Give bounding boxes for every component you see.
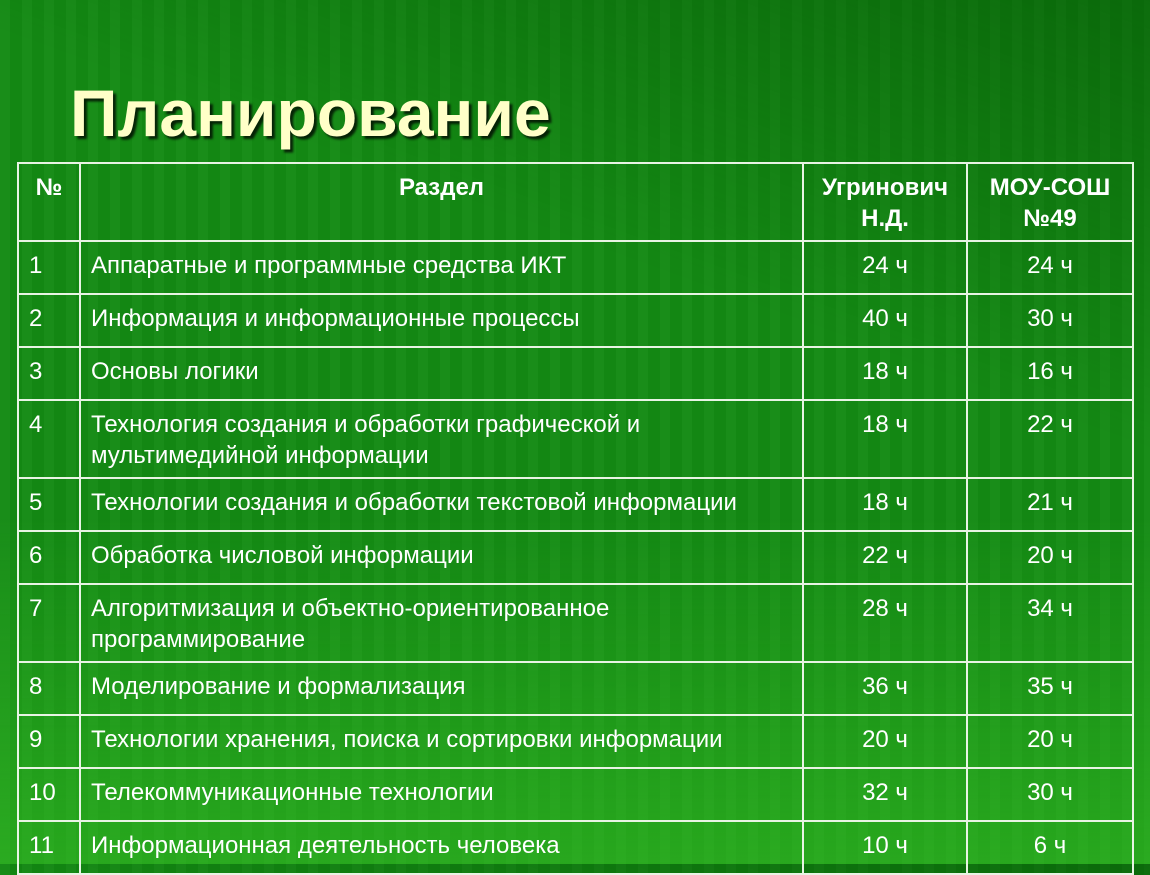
table-row <box>18 241 1133 294</box>
row-ugrinovich-hours: 36 ч <box>803 662 967 715</box>
row-section: Технологии создания и обработки текстовой информации <box>80 478 803 531</box>
header-number: № <box>18 163 80 241</box>
row-school-hours: 35 ч <box>967 662 1133 715</box>
table-row <box>18 715 1133 768</box>
row-school-hours: 30 ч <box>967 294 1133 347</box>
table-row <box>18 400 1133 478</box>
row-section: Алгоритмизация и объектно-ориентированное программирование <box>80 584 803 662</box>
row-ugrinovich-hours: 24 ч <box>803 241 967 294</box>
planning-table <box>17 162 1134 875</box>
row-ugrinovich-hours: 18 ч <box>803 478 967 531</box>
row-section: Аппаратные и программные средства ИКТ <box>80 241 803 294</box>
row-school-hours: 34 ч <box>967 584 1133 662</box>
row-section: Информация и информационные процессы <box>80 294 803 347</box>
table-row <box>18 662 1133 715</box>
row-ugrinovich-hours: 40 ч <box>803 294 967 347</box>
table-row <box>18 478 1133 531</box>
row-number: 5 <box>18 478 80 531</box>
row-section: Телекоммуникационные технологии <box>80 768 803 821</box>
row-school-hours: 20 ч <box>967 715 1133 768</box>
row-section: Моделирование и формализация <box>80 662 803 715</box>
table-row <box>18 768 1133 821</box>
row-section: Обработка числовой информации <box>80 531 803 584</box>
header-school: МОУ-СОШ №49 <box>967 163 1133 241</box>
row-number: 9 <box>18 715 80 768</box>
row-school-hours: 6 ч <box>967 821 1133 874</box>
table-row <box>18 821 1133 874</box>
row-number: 1 <box>18 241 80 294</box>
row-section: Технологии хранения, поиска и сортировки информации <box>80 715 803 768</box>
table-row <box>18 347 1133 400</box>
row-school-hours: 30 ч <box>967 768 1133 821</box>
row-number: 10 <box>18 768 80 821</box>
row-school-hours: 22 ч <box>967 400 1133 478</box>
row-ugrinovich-hours: 32 ч <box>803 768 967 821</box>
row-number: 2 <box>18 294 80 347</box>
row-section: Технология создания и обработки графической и мультимедийной информации <box>80 400 803 478</box>
row-section: Основы логики <box>80 347 803 400</box>
row-school-hours: 20 ч <box>967 531 1133 584</box>
row-school-hours: 21 ч <box>967 478 1133 531</box>
row-ugrinovich-hours: 10 ч <box>803 821 967 874</box>
table-row <box>18 294 1133 347</box>
row-number: 11 <box>18 821 80 874</box>
table-header-row <box>18 163 1133 241</box>
row-ugrinovich-hours: 20 ч <box>803 715 967 768</box>
row-ugrinovich-hours: 28 ч <box>803 584 967 662</box>
row-school-hours: 24 ч <box>967 241 1133 294</box>
header-ugrinovich: Угринович Н.Д. <box>803 163 967 241</box>
table-row <box>18 531 1133 584</box>
row-number: 6 <box>18 531 80 584</box>
row-school-hours: 16 ч <box>967 347 1133 400</box>
row-number: 4 <box>18 400 80 478</box>
header-section: Раздел <box>80 163 803 241</box>
row-section: Информационная деятельность человека <box>80 821 803 874</box>
row-ugrinovich-hours: 22 ч <box>803 531 967 584</box>
row-number: 7 <box>18 584 80 662</box>
slide-title: Планирование <box>70 76 551 150</box>
table-row <box>18 584 1133 662</box>
row-number: 8 <box>18 662 80 715</box>
row-ugrinovich-hours: 18 ч <box>803 347 967 400</box>
row-ugrinovich-hours: 18 ч <box>803 400 967 478</box>
row-number: 3 <box>18 347 80 400</box>
